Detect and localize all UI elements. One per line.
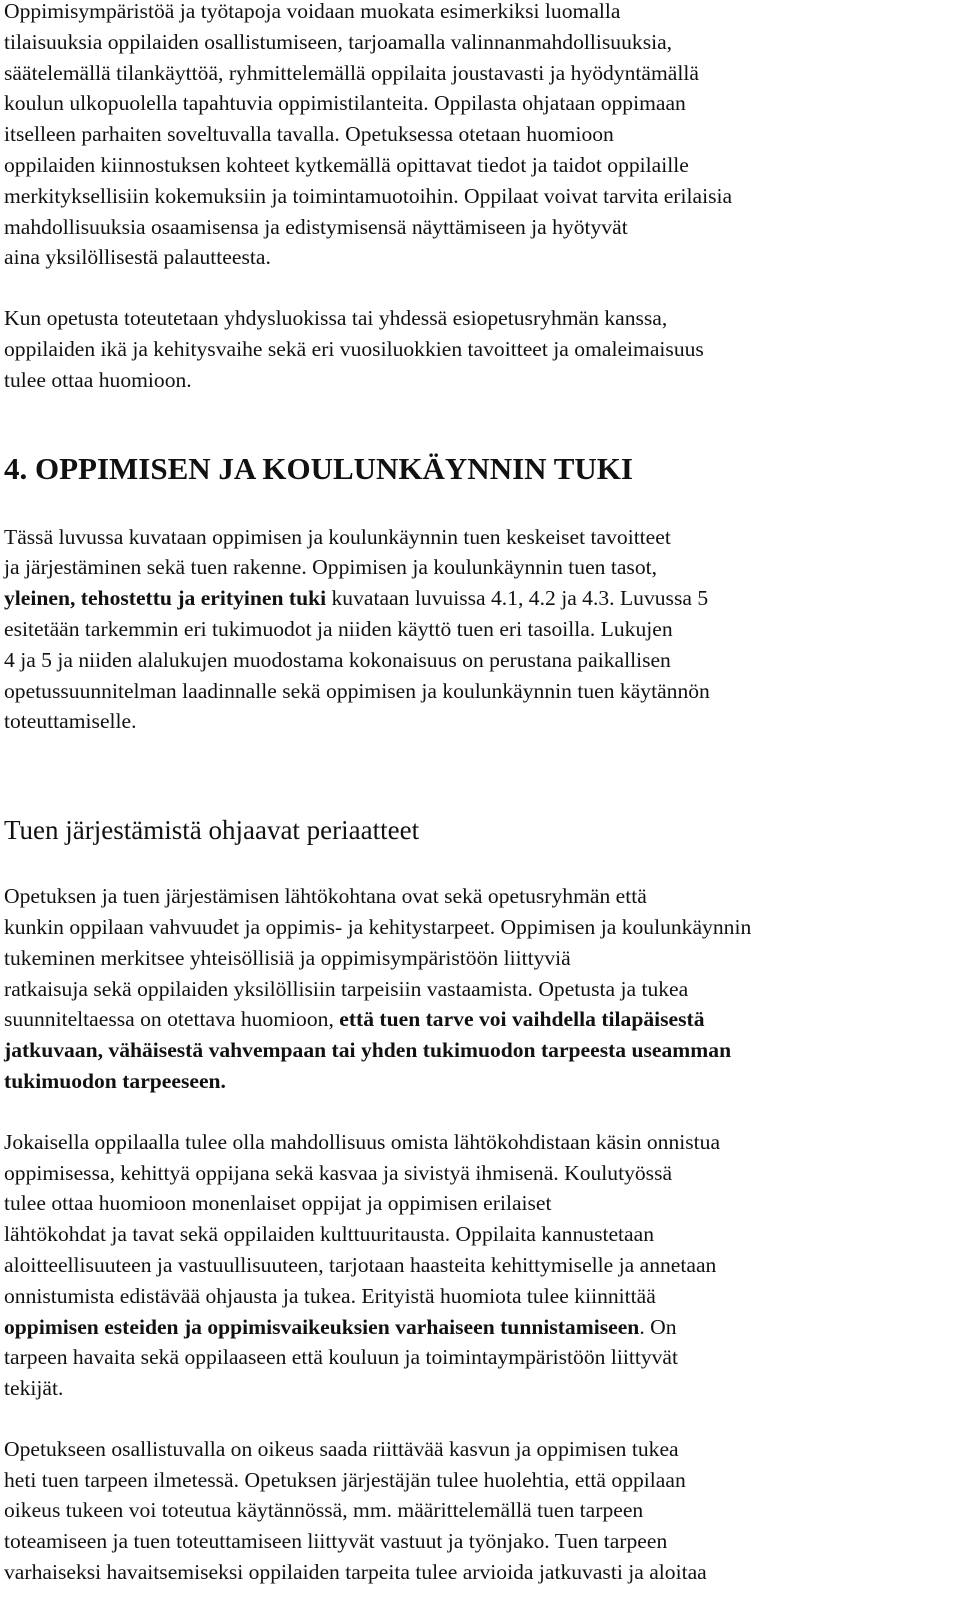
text-line: oppimisessa, kehittyä oppijana sekä kasvaa ja sivistyä ihmisenä. Koulutyössä [4, 1160, 673, 1185]
text-line: ratkaisuja sekä oppilaiden yksilöllisiin tarpeisiin vastaamista. Opetusta ja tukea [4, 976, 689, 1001]
text-line: oikeus tukeen voi toteutua käytännössä, mm. määrittelemällä tuen tarpeen [4, 1498, 644, 1523]
text-line: aina yksilöllisestä palautteesta. [4, 245, 271, 270]
text-line: lähtökohdat ja tavat sekä oppilaiden kulttuuritausta. Oppilaita kannustetaan [4, 1222, 655, 1247]
text-line: Oppimisympäristöä ja työtapoja voidaan muokata esimerkiksi luomalla [4, 0, 621, 23]
text-line: varhaiseksi havaitsemiseksi oppilaiden tarpeita tulee arvioida jatkuvasti ja aloitaa [4, 1560, 707, 1585]
text-line: toteuttamiselle. [4, 709, 137, 734]
text-run: suunniteltaessa on otettava huomioon, [4, 1007, 340, 1032]
text-line: onnistumista edistävää ohjausta ja tukea. Erityistä huomiota tulee kiinnittää [4, 1283, 656, 1308]
paragraph-chapter-intro [4, 522, 954, 738]
bold-text: jatkuvaan, vähäisestä vahvempaan tai yhden tukimuodon tarpeesta useamman [4, 1038, 732, 1063]
text-line: esitetään tarkemmin eri tukimuodot ja niiden käyttö tuen eri tasoilla. Lukujen [4, 616, 673, 641]
text-line: oppilaiden ikä ja kehitysvaihe sekä eri vuosiluokkien tavoitteet ja omaleimaisuus [4, 336, 704, 361]
text-line: säätelemällä tilankäyttöä, ryhmittelemällä oppilaita joustavasti ja hyödyntämällä [4, 60, 699, 85]
bold-text: että tuen tarve voi vaihdella tilapäisestä [339, 1007, 705, 1032]
paragraph-support-principles [4, 881, 954, 1097]
text-line: koulun ulkopuolella tapahtuvia oppimistilanteita. Oppilasta ohjataan oppimaan [4, 91, 686, 116]
text-line: oppilaiden kiinnostuksen kohteet kytkemällä opittavat tiedot ja taidot oppilaille [4, 152, 689, 177]
text-line: Opetuksen ja tuen järjestämisen lähtökohtana ovat sekä opetusryhmän että [4, 884, 647, 909]
text-line [4, 1035, 954, 1066]
text-line: mahdollisuuksia osaamisensa ja edistymisensä näyttämiseen ja hyötyvät [4, 214, 628, 239]
text-line: toteamiseen ja tuen toteuttamiseen liittyvät vastuut ja työnjako. Tuen tarpeen [4, 1529, 668, 1554]
text-line: heti tuen tarpeen ilmetessä. Opetuksen järjestäjän tulee huolehtia, että oppilaan [4, 1467, 686, 1492]
text-line: Kun opetusta toteutetaan yhdysluokissa tai yhdessä esiopetusryhmän kanssa, [4, 306, 668, 331]
text-line [4, 1312, 954, 1343]
paragraph-every-pupil [4, 1127, 954, 1404]
text-line: merkityksellisiin kokemuksiin ja toimintamuotoihin. Oppilaat voivat tarvita erilaisia [4, 183, 733, 208]
document-page [4, 0, 954, 1588]
text-line: itselleen parhaiten soveltuvalla tavalla. Opetuksessa otetaan huomioon [4, 122, 614, 147]
text-line: Tässä luvussa kuvataan oppimisen ja koulunkäynnin tuen keskeiset tavoitteet [4, 524, 671, 549]
text-line: tukeminen merkitsee yhteisöllisiä ja oppimisympäristöön liittyviä [4, 945, 571, 970]
chapter-heading: 4. OPPIMISEN JA KOULUNKÄYNNIN TUKI [4, 450, 633, 486]
text-line [4, 1066, 954, 1097]
text-line: tekijät. [4, 1376, 64, 1401]
section-heading: Tuen järjestämistä ohjaavat periaatteet [4, 815, 420, 846]
text-run: kuvataan luvuissa 4.1, 4.2 ja 4.3. Luvussa 5 [326, 586, 709, 611]
bold-text: oppimisen esteiden ja oppimisvaikeuksien varhaiseen tunnistamiseen [4, 1314, 640, 1339]
paragraph-right-to-support [4, 1434, 954, 1588]
bold-text: tukimuodon tarpeeseen. [4, 1068, 226, 1093]
text-line: Opetukseen osallistuvalla on oikeus saada riittävää kasvun ja oppimisen tukea [4, 1436, 679, 1461]
text-line: Jokaisella oppilaalla tulee olla mahdollisuus omista lähtökohdistaan käsin onnistua [4, 1129, 721, 1154]
text-line: 4 ja 5 ja niiden alalukujen muodostama kokonaisuus on perustana paikallisen [4, 647, 671, 672]
text-line: tarpeen havaita sekä oppilaaseen että kouluun ja toimintaympäristöön liittyvät [4, 1345, 679, 1370]
text-line [4, 1004, 954, 1035]
text-line: ja järjestäminen sekä tuen rakenne. Oppimisen ja koulunkäynnin tuen tasot, [4, 555, 658, 580]
text-line: kunkin oppilaan vahvuudet ja oppimis- ja kehitystarpeet. Oppimisen ja koulunkäynnin [4, 914, 752, 939]
text-line: tulee ottaa huomioon. [4, 367, 192, 392]
text-line: tilaisuuksia oppilaiden osallistumiseen, tarjoamalla valinnanmahdollisuuksia, [4, 29, 673, 54]
bold-text: yleinen, tehostettu ja erityinen tuki [4, 586, 327, 611]
paragraph-combined-classes [4, 303, 954, 395]
text-line [4, 583, 954, 614]
paragraph-learning-environment [4, 0, 954, 273]
text-line: opetussuunnitelman laadinnalle sekä oppimisen ja koulunkäynnin tuen käytännön [4, 678, 710, 703]
text-line: aloitteellisuuteen ja vastuullisuuteen, tarjotaan haasteita kehittymiselle ja annetaan [4, 1252, 717, 1277]
text-run: . On [639, 1314, 677, 1339]
text-line: tulee ottaa huomioon monenlaiset oppijat ja oppimisen erilaiset [4, 1191, 552, 1216]
